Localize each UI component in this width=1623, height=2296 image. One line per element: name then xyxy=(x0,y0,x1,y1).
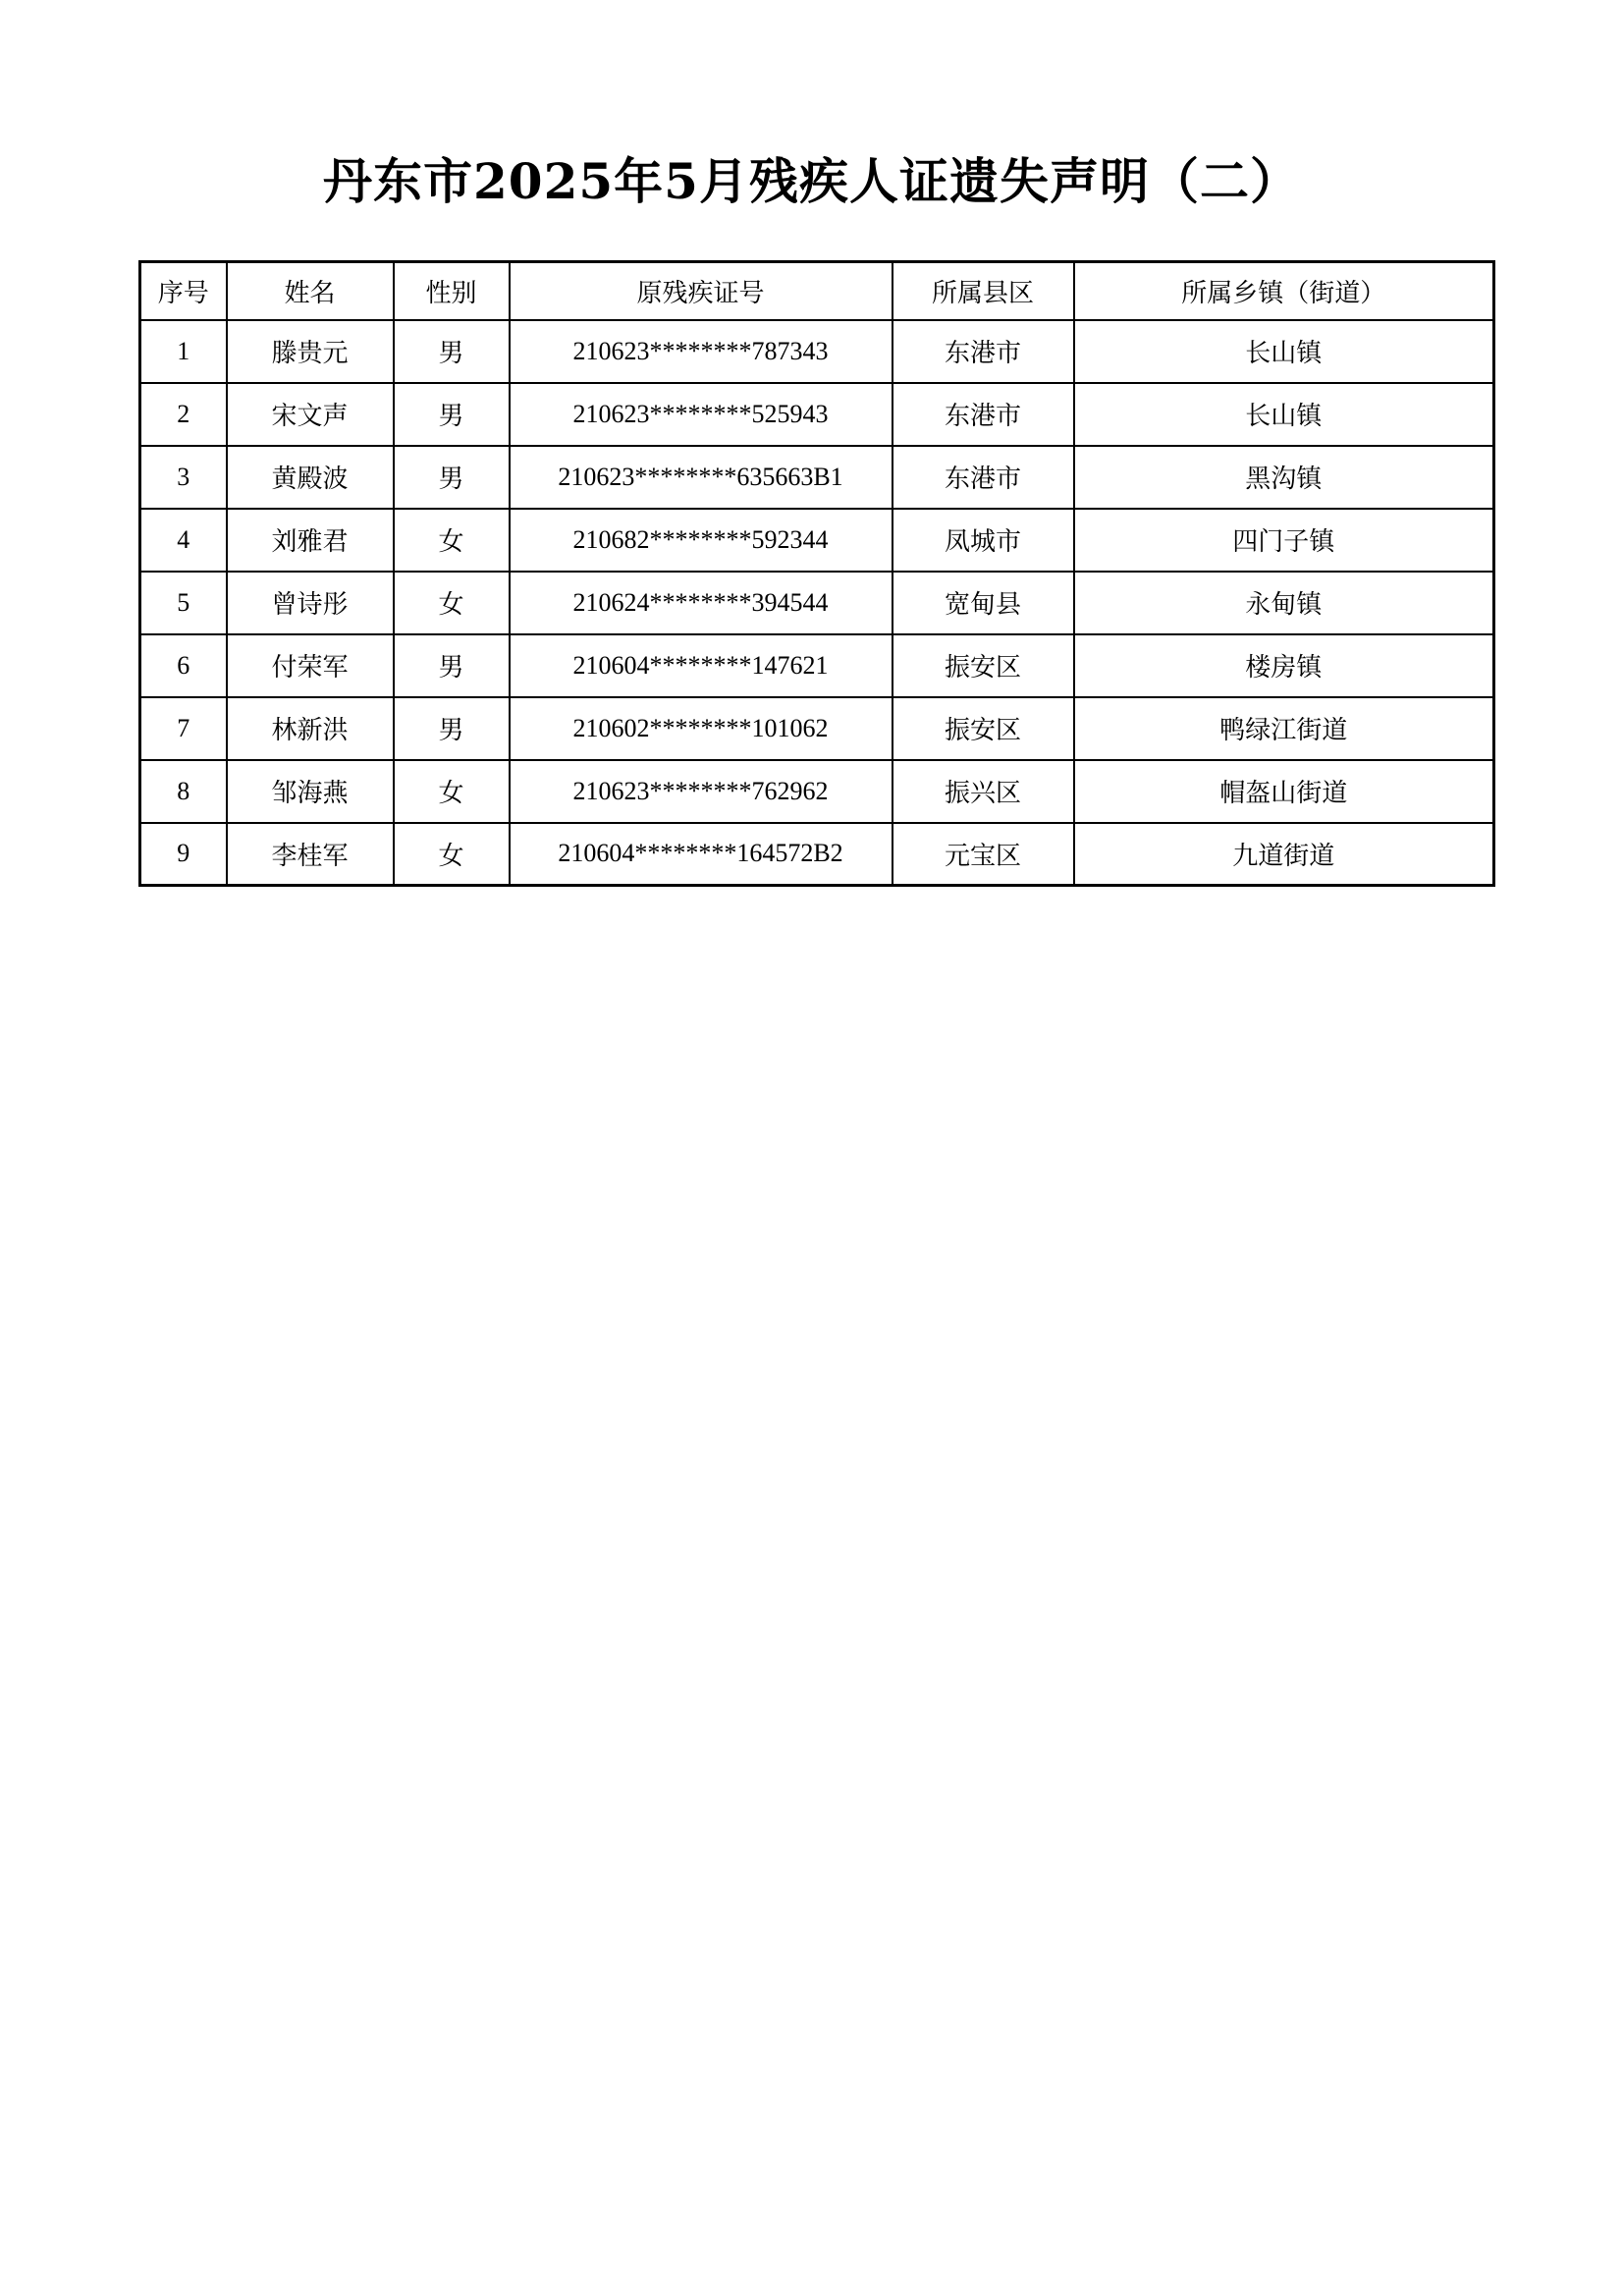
table-row xyxy=(140,823,1494,886)
cell-township-street: 帽盔山街道 xyxy=(1074,760,1494,823)
cell-county-district: 振安区 xyxy=(893,634,1074,697)
table-row xyxy=(140,509,1494,572)
cell-county-district: 振安区 xyxy=(893,697,1074,760)
cell-township-street: 鸭绿江街道 xyxy=(1074,697,1494,760)
cell-name: 滕贵元 xyxy=(227,320,394,383)
cell-name: 付荣军 xyxy=(227,634,394,697)
table-row xyxy=(140,320,1494,383)
table-row xyxy=(140,697,1494,760)
header-serial-number: 序号 xyxy=(140,262,227,320)
cell-gender: 女 xyxy=(394,823,510,886)
cell-certificate-number: 210604********164572B2 xyxy=(510,823,893,886)
table-header-row xyxy=(140,262,1494,320)
cell-certificate-number: 210682********592344 xyxy=(510,509,893,572)
cell-township-street: 长山镇 xyxy=(1074,320,1494,383)
cell-certificate-number: 210624********394544 xyxy=(510,572,893,634)
header-county-district: 所属县区 xyxy=(893,262,1074,320)
cell-certificate-number: 210604********147621 xyxy=(510,634,893,697)
cell-serial-number: 6 xyxy=(140,634,227,697)
table-header xyxy=(140,262,1494,320)
header-township-street: 所属乡镇（街道） xyxy=(1074,262,1494,320)
table-row xyxy=(140,760,1494,823)
cell-township-street: 长山镇 xyxy=(1074,383,1494,446)
cell-township-street: 黑沟镇 xyxy=(1074,446,1494,509)
cell-certificate-number: 210623********762962 xyxy=(510,760,893,823)
cell-county-district: 东港市 xyxy=(893,320,1074,383)
cell-serial-number: 1 xyxy=(140,320,227,383)
cell-certificate-number: 210623********525943 xyxy=(510,383,893,446)
header-gender: 性别 xyxy=(394,262,510,320)
cell-serial-number: 3 xyxy=(140,446,227,509)
table-row xyxy=(140,383,1494,446)
table-row xyxy=(140,572,1494,634)
cell-county-district: 东港市 xyxy=(893,446,1074,509)
cell-name: 刘雅君 xyxy=(227,509,394,572)
cell-name: 邹海燕 xyxy=(227,760,394,823)
cell-name: 黄殿波 xyxy=(227,446,394,509)
cell-gender: 女 xyxy=(394,760,510,823)
cell-gender: 男 xyxy=(394,697,510,760)
cell-township-street: 楼房镇 xyxy=(1074,634,1494,697)
cell-certificate-number: 210623********635663B1 xyxy=(510,446,893,509)
cell-serial-number: 5 xyxy=(140,572,227,634)
cell-gender: 女 xyxy=(394,509,510,572)
cell-county-district: 凤城市 xyxy=(893,509,1074,572)
table-row xyxy=(140,634,1494,697)
cell-township-street: 九道街道 xyxy=(1074,823,1494,886)
cell-serial-number: 4 xyxy=(140,509,227,572)
cell-name: 宋文声 xyxy=(227,383,394,446)
cell-name: 李桂军 xyxy=(227,823,394,886)
table-row xyxy=(140,446,1494,509)
cell-serial-number: 8 xyxy=(140,760,227,823)
header-certificate-number: 原残疾证号 xyxy=(510,262,893,320)
cell-county-district: 东港市 xyxy=(893,383,1074,446)
cell-county-district: 宽甸县 xyxy=(893,572,1074,634)
cell-gender: 男 xyxy=(394,634,510,697)
cell-name: 林新洪 xyxy=(227,697,394,760)
page-title: 丹东市2025年5月残疾人证遗失声明（二） xyxy=(323,152,1300,210)
cell-gender: 女 xyxy=(394,572,510,634)
cell-gender: 男 xyxy=(394,446,510,509)
cell-gender: 男 xyxy=(394,320,510,383)
cell-township-street: 永甸镇 xyxy=(1074,572,1494,634)
cell-certificate-number: 210623********787343 xyxy=(510,320,893,383)
cell-serial-number: 9 xyxy=(140,823,227,886)
cell-serial-number: 2 xyxy=(140,383,227,446)
header-name: 姓名 xyxy=(227,262,394,320)
cell-county-district: 元宝区 xyxy=(893,823,1074,886)
lost-certificate-table xyxy=(138,260,1495,887)
cell-gender: 男 xyxy=(394,383,510,446)
table-body xyxy=(140,320,1494,886)
cell-county-district: 振兴区 xyxy=(893,760,1074,823)
cell-name: 曾诗彤 xyxy=(227,572,394,634)
cell-serial-number: 7 xyxy=(140,697,227,760)
cell-certificate-number: 210602********101062 xyxy=(510,697,893,760)
cell-township-street: 四门子镇 xyxy=(1074,509,1494,572)
